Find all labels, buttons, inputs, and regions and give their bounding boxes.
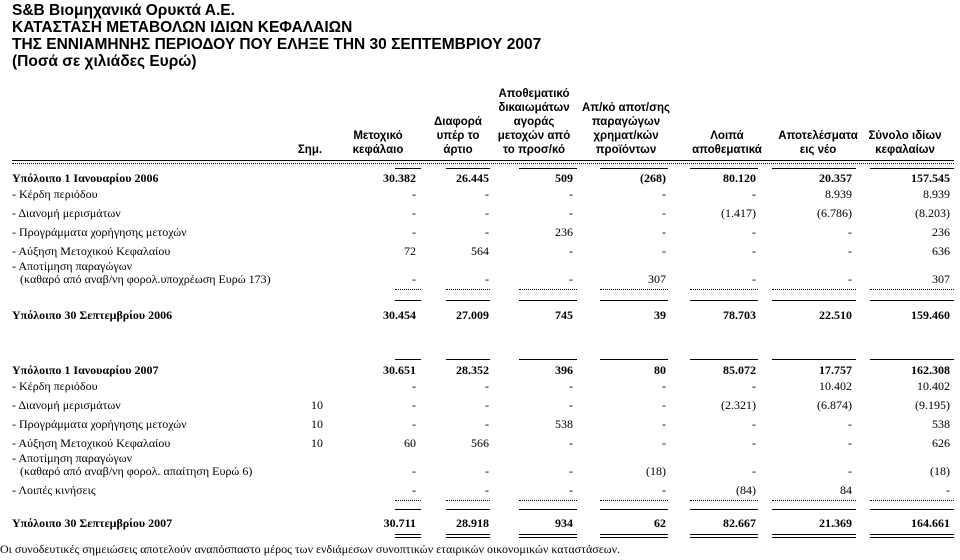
column-header-line: παραγώγων: [591, 116, 661, 128]
table-cell: 636: [932, 244, 950, 258]
table-cell: -: [848, 244, 852, 258]
table-cell: -: [662, 483, 666, 497]
total-rule: [395, 168, 421, 169]
total-rule: [690, 168, 758, 169]
table-cell: -: [946, 483, 950, 497]
table-cell: 72: [404, 244, 416, 258]
table-cell: -: [485, 379, 489, 393]
row-label: - Αύξηση Μετοχικού Κεφαλαίου: [12, 244, 171, 258]
column-header-line: δικαιωμάτων: [498, 102, 570, 114]
total-rule: [772, 534, 856, 535]
column-header-line: Σύνολο ιδίων: [868, 130, 942, 142]
column-header-line: άρτιο: [443, 144, 473, 156]
table-cell: 236: [555, 225, 573, 239]
column-header-line: Αποτελέσματα: [778, 130, 858, 142]
table-cell: 30.711: [383, 516, 416, 530]
table-cell: (84): [736, 483, 756, 497]
total-rule: [395, 509, 421, 510]
table-cell: 30.382: [383, 171, 416, 185]
table-cell: 162.308: [911, 363, 950, 377]
table-cell: (18): [930, 464, 950, 478]
table-cell: -: [662, 187, 666, 201]
table-cell: 307: [648, 272, 666, 286]
total-rule: [446, 537, 490, 538]
table-cell: 30.454: [383, 308, 416, 322]
table-cell: -: [569, 379, 573, 393]
total-rule: [600, 289, 668, 290]
column-header-line: Λοιπά: [710, 130, 744, 142]
table-cell: -: [412, 379, 416, 393]
table-row: [12, 397, 952, 413]
table-row: [12, 271, 952, 287]
table-cell: -: [412, 398, 416, 412]
table-cell: -: [752, 187, 756, 201]
table-row: [12, 416, 952, 432]
table-cell: (18): [646, 464, 666, 478]
table-cell: 20.357: [819, 171, 852, 185]
table-cell: -: [569, 272, 573, 286]
total-rule: [446, 168, 490, 169]
row-label: - Λοιπές κινήσεις: [12, 483, 96, 497]
table-cell: 307: [932, 272, 950, 286]
table-cell: 236: [932, 225, 950, 239]
total-rule: [395, 534, 421, 535]
row-label: - Αποτίμηση παραγώγων: [12, 451, 133, 465]
table-row: [12, 170, 952, 186]
table-row: [12, 515, 952, 531]
row-label: Υπόλοιπο 30 Σεπτεμβρίου 2006: [12, 308, 173, 322]
table-cell: 396: [555, 363, 573, 377]
total-rule: [600, 300, 668, 301]
table-cell: 745: [555, 308, 573, 322]
table-cell: -: [662, 206, 666, 220]
table-cell: 10: [311, 398, 323, 412]
table-cell: -: [412, 272, 416, 286]
total-rule: [690, 537, 758, 538]
total-rule: [772, 300, 856, 301]
column-header: [571, 101, 681, 157]
total-rule: [519, 168, 577, 169]
total-rule: [446, 534, 490, 535]
table-cell: -: [569, 398, 573, 412]
footer-note: Οι συνοδευτικές σημειώσεις αποτελούν αναπόσπαστο μέρος των ενδιάμεσων συνοπτικών εταιρικών οικονομικών καταστάσεων.: [0, 542, 621, 556]
table-cell: -: [485, 464, 489, 478]
table-cell: -: [569, 206, 573, 220]
total-rule: [446, 300, 490, 301]
table-cell: -: [662, 244, 666, 258]
table-cell: 80: [654, 363, 666, 377]
row-label: - Διανομή μερισμάτων: [12, 398, 121, 412]
table-cell: 28.352: [456, 363, 489, 377]
column-header-line: το προσ/κό: [502, 144, 566, 156]
table-cell: -: [485, 206, 489, 220]
total-rule: [690, 300, 758, 301]
table-cell: -: [569, 244, 573, 258]
table-cell: -: [848, 225, 852, 239]
total-rule: [519, 509, 577, 510]
total-rule: [395, 300, 421, 301]
table-cell: 21.369: [819, 516, 852, 530]
table-cell: -: [662, 398, 666, 412]
table-cell: 60: [404, 436, 416, 450]
total-rule: [519, 500, 577, 501]
table-cell: 934: [555, 516, 573, 530]
total-rule: [870, 534, 954, 535]
table-cell: (6.786): [817, 206, 852, 220]
column-header-line: Απ/κό αποτ/σης: [581, 102, 670, 114]
column-header-line: εις νέο: [799, 144, 837, 156]
table-cell: 509: [555, 171, 573, 185]
table-cell: -: [485, 483, 489, 497]
table-row: [12, 205, 952, 221]
table-cell: -: [485, 417, 489, 431]
table-cell: -: [752, 417, 756, 431]
total-rule: [600, 168, 668, 169]
table-cell: -: [412, 225, 416, 239]
column-header-line: Διαφορά: [434, 116, 482, 128]
total-rule: [870, 289, 954, 290]
total-rule: [600, 537, 668, 538]
total-rule: [519, 289, 577, 290]
column-header-line: Μετοχικό: [353, 130, 403, 142]
column-header-line: αποθεματικά: [692, 144, 762, 156]
table-cell: 8.939: [825, 187, 852, 201]
table-cell: 78.703: [723, 308, 756, 322]
header-rule-dotted: [12, 163, 954, 164]
table-cell: (8.203): [915, 206, 950, 220]
row-label: - Αύξηση Μετοχικού Κεφαλαίου: [12, 436, 171, 450]
table-cell: 164.661: [911, 516, 950, 530]
table-cell: 30.651: [383, 363, 416, 377]
table-cell: -: [412, 464, 416, 478]
table-row: [12, 362, 952, 378]
column-header-line: κεφαλαίων: [875, 144, 935, 156]
total-rule: [690, 500, 758, 501]
total-rule: [870, 537, 954, 538]
table-cell: 538: [555, 417, 573, 431]
row-label: - Κέρδη περιόδου: [12, 379, 98, 393]
table-cell: 82.667: [723, 516, 756, 530]
table-row: [12, 224, 952, 240]
table-cell: 62: [654, 516, 666, 530]
table-cell: -: [569, 483, 573, 497]
total-rule: [446, 289, 490, 290]
table-row: [12, 378, 952, 394]
total-rule: [395, 359, 421, 360]
table-cell: 538: [932, 417, 950, 431]
company-name: S&B Βιομηχανικά Ορυκτά Α.Ε.: [12, 2, 235, 19]
column-header-line: χρηματ/κών: [593, 130, 659, 142]
table-cell: -: [848, 272, 852, 286]
period-title: ΤΗΣ ΕΝΝΙΑΜΗΝΗΣ ΠΕΡΙΟΔΟΥ ΠΟΥ ΕΛΗΞΕ ΤΗΝ 30 ΣΕΠΤΕΜΒΡΙΟΥ 2007: [12, 36, 542, 53]
row-label: - Κέρδη περιόδου: [12, 187, 98, 201]
table-cell: 27.009: [456, 308, 489, 322]
total-rule: [395, 500, 421, 501]
total-rule: [395, 289, 421, 290]
total-rule: [519, 300, 577, 301]
table-cell: -: [569, 187, 573, 201]
total-rule: [870, 168, 954, 169]
table-cell: 22.510: [819, 308, 852, 322]
table-cell: -: [662, 225, 666, 239]
column-header-line: υπέρ το: [436, 130, 480, 142]
table-row: [12, 435, 952, 451]
column-header-line: κεφάλαιο: [352, 144, 404, 156]
table-cell: -: [412, 483, 416, 497]
table-cell: 17.757: [819, 363, 852, 377]
total-rule: [600, 500, 668, 501]
row-label: - Προγράμματα χορήγησης μετοχών: [12, 417, 187, 431]
total-rule: [690, 359, 758, 360]
total-rule: [870, 509, 954, 510]
table-cell: (268): [640, 171, 666, 185]
table-cell: (9.195): [915, 398, 950, 412]
total-rule: [870, 359, 954, 360]
table-cell: -: [752, 272, 756, 286]
table-cell: -: [752, 464, 756, 478]
total-rule: [519, 534, 577, 535]
table-cell: 85.072: [723, 363, 756, 377]
total-rule: [600, 534, 668, 535]
total-rule: [870, 500, 954, 501]
table-cell: 10.402: [917, 379, 950, 393]
table-cell: -: [848, 417, 852, 431]
total-rule: [519, 537, 577, 538]
table-cell: -: [662, 379, 666, 393]
table-cell: -: [848, 436, 852, 450]
total-rule: [600, 509, 668, 510]
table-cell: -: [485, 225, 489, 239]
column-header-line: αγοράς: [513, 116, 555, 128]
column-header-line: προϊόντων: [595, 144, 657, 156]
table-cell: (2.321): [721, 398, 756, 412]
table-cell: (6.874): [817, 398, 852, 412]
table-cell: -: [752, 436, 756, 450]
table-cell: 80.120: [723, 171, 756, 185]
table-cell: -: [485, 398, 489, 412]
units-note: (Ποσά σε χιλιάδες Ευρώ): [12, 53, 197, 70]
header-rule: [12, 160, 954, 161]
total-rule: [690, 509, 758, 510]
total-rule: [772, 168, 856, 169]
total-rule: [772, 359, 856, 360]
column-header-line: Αποθεματικό: [498, 88, 570, 100]
total-rule: [772, 537, 856, 538]
row-label: - Διανομή μερισμάτων: [12, 206, 121, 220]
row-label: (καθαρό από αναβ/νη φορολ. απαίτηση Ευρώ 6): [20, 464, 253, 478]
table-cell: 159.460: [911, 308, 950, 322]
total-rule: [690, 289, 758, 290]
statement-title: ΚΑΤΑΣΤΑΣΗ ΜΕΤΑΒΟΛΩΝ ΙΔΙΩΝ ΚΕΦΑΛΑΙΩΝ: [12, 19, 353, 36]
column-header-line: Σημ.: [297, 144, 323, 156]
row-label: - Προγράμματα χορήγησης μετοχών: [12, 225, 187, 239]
table-cell: -: [412, 417, 416, 431]
table-cell: 28.918: [456, 516, 489, 530]
total-rule: [870, 300, 954, 301]
table-cell: -: [569, 436, 573, 450]
row-label: Υπόλοιπο 1 Ιανουαρίου 2007: [12, 363, 159, 377]
table-row: [12, 463, 952, 479]
table-cell: 26.445: [456, 171, 489, 185]
total-rule: [600, 359, 668, 360]
table-row: [12, 186, 952, 202]
row-label: (καθαρό από αναβ/νη φορολ.υποχρέωση Ευρώ 173): [20, 272, 271, 286]
table-cell: -: [569, 464, 573, 478]
table-row: [12, 243, 952, 259]
table-cell: 566: [471, 436, 489, 450]
total-rule: [446, 500, 490, 501]
column-header: [850, 129, 960, 157]
total-rule: [519, 359, 577, 360]
table-cell: 10.402: [819, 379, 852, 393]
table-row: [12, 307, 952, 323]
row-label: Υπόλοιπο 1 Ιανουαρίου 2006: [12, 171, 159, 185]
total-rule: [690, 534, 758, 535]
table-cell: -: [752, 225, 756, 239]
table-cell: -: [752, 379, 756, 393]
table-cell: 84: [840, 483, 852, 497]
table-cell: 10: [311, 436, 323, 450]
column-header-line: μετοχών από: [497, 130, 571, 142]
total-rule: [446, 509, 490, 510]
table-cell: 39: [654, 308, 666, 322]
table-cell: -: [752, 244, 756, 258]
total-rule: [772, 500, 856, 501]
table-cell: 10: [311, 417, 323, 431]
total-rule: [395, 537, 421, 538]
table-cell: -: [485, 272, 489, 286]
table-cell: -: [412, 206, 416, 220]
table-cell: -: [412, 187, 416, 201]
total-rule: [772, 509, 856, 510]
table-cell: -: [485, 187, 489, 201]
table-cell: 626: [932, 436, 950, 450]
table-cell: -: [662, 417, 666, 431]
table-cell: 157.545: [911, 171, 950, 185]
table-cell: -: [848, 464, 852, 478]
table-cell: 8.939: [923, 187, 950, 201]
table-cell: (1.417): [721, 206, 756, 220]
row-label: - Αποτίμηση παραγώγων: [12, 259, 133, 273]
row-label: Υπόλοιπο 30 Σεπτεμβρίου 2007: [12, 516, 173, 530]
total-rule: [772, 289, 856, 290]
table-row: [12, 482, 952, 498]
table-cell: 564: [471, 244, 489, 258]
total-rule: [446, 359, 490, 360]
table-cell: -: [662, 436, 666, 450]
